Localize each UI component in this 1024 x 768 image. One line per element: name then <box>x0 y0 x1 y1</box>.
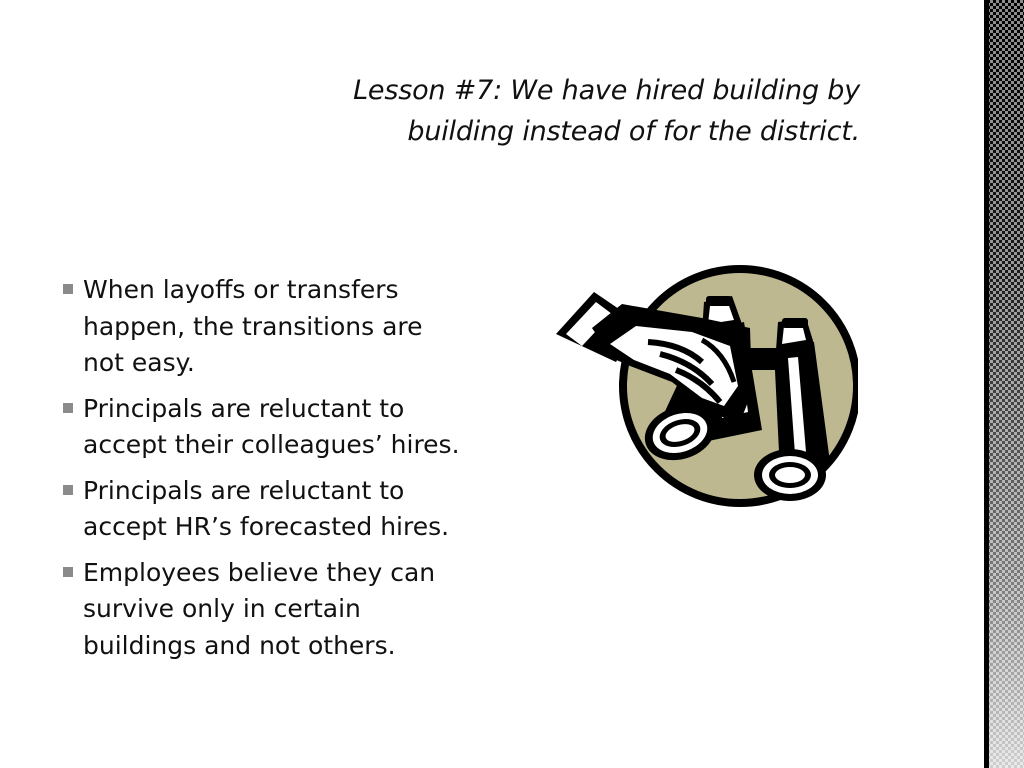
bullet-item <box>62 473 512 546</box>
bullet-item <box>62 391 512 464</box>
title-line: building instead of for the district. <box>407 116 860 147</box>
decorative-side-band <box>978 0 1024 768</box>
bullet-item <box>62 555 512 665</box>
bullet-square-icon <box>63 403 73 413</box>
bullet-text: survive only in certain <box>83 594 361 623</box>
bullet-text: Principals are reluctant to <box>83 475 405 505</box>
bullet-text: happen, the transitions are <box>83 311 423 341</box>
bullet-text: not easy. <box>83 348 195 377</box>
bullet-text: buildings and not others. <box>83 630 396 660</box>
bullet-list <box>62 272 512 673</box>
binoculars-icon <box>552 262 858 510</box>
bullet-item <box>62 272 512 382</box>
bullet-square-icon <box>63 485 73 495</box>
bullet-text: Principals are reluctant to <box>83 393 405 423</box>
bullet-text: When layoffs or transfers <box>83 275 399 304</box>
bullet-text: accept HR’s forecasted hires. <box>83 512 450 541</box>
bullet-square-icon <box>63 284 73 294</box>
title-line: Lesson #7: We have hired building by <box>353 75 860 106</box>
bullet-text: Employees believe they can <box>83 557 436 587</box>
binoculars-illustration <box>552 262 858 510</box>
slide-title <box>300 70 860 152</box>
bullet-square-icon <box>63 567 73 577</box>
bullet-text: accept their colleagues’ hires. <box>83 430 460 459</box>
